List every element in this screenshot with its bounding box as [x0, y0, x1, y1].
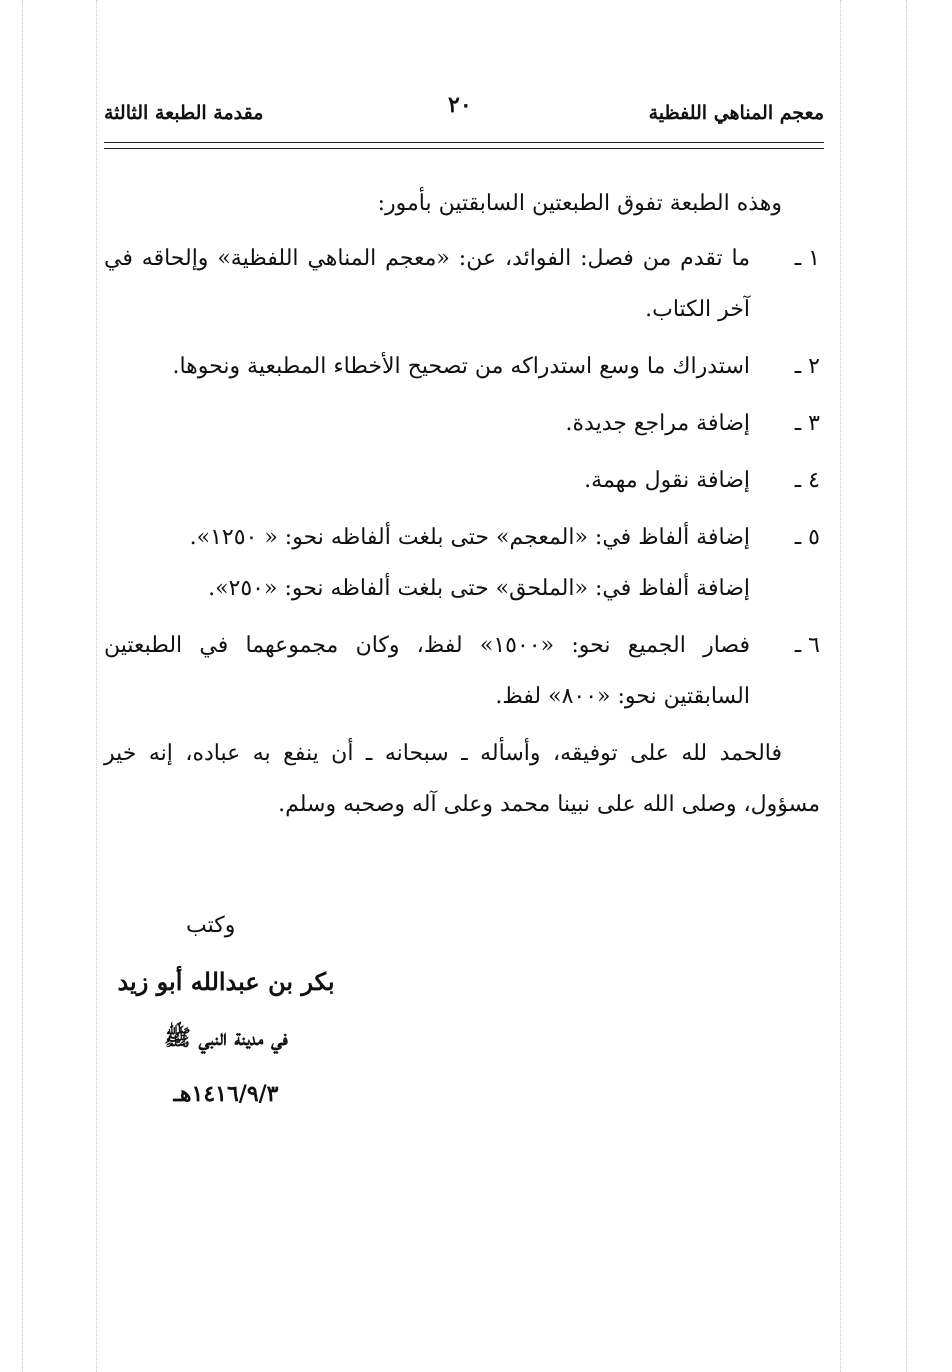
signature-place: في مدينة النبي ﷺ: [164, 1025, 288, 1051]
signature-date: ١٤١٦/٩/٣هـ: [173, 1081, 279, 1107]
book-title: معجم المناهي اللفظية: [648, 102, 824, 124]
page-number: ٢٠: [448, 92, 472, 118]
header-rule: [104, 142, 824, 143]
item-text: إضافة مراجع جديدة.: [565, 411, 750, 436]
scan-guide-line: [906, 0, 907, 1372]
item-number: ٢ ـ: [794, 354, 820, 379]
list-item: [104, 341, 820, 392]
author-name: بكر بن عبدالله أبو زيد: [117, 967, 335, 996]
closing-paragraph: فالحمد لله على توفيقه، وأسأله ـ سبحانه ـ أن ينفع به عباده، إنه خير مسؤول، وصلى الله على نبينا محمد وعلى آله وصحبه وسلم.: [104, 741, 820, 817]
signature-wrote: وكتب: [186, 913, 236, 938]
item-number: ١ ـ: [794, 246, 820, 271]
list-item: [104, 455, 820, 506]
item-text-continued: إضافة ألفاظ في: «الملحق» حتى بلغت ألفاظه نحو: «٢٥٠».: [208, 576, 750, 601]
item-text: إضافة ألفاظ في: «المعجم» حتى بلغت ألفاظه نحو: « ١٢٥٠».: [189, 525, 750, 550]
improvements-list: [104, 233, 820, 722]
running-header: [104, 92, 824, 132]
item-text: استدراك ما وسع استدراكه من تصحيح الأخطاء المطبعية ونحوها.: [172, 354, 750, 379]
list-item: [104, 398, 820, 449]
signature-block: [106, 898, 346, 1122]
header-rule: [104, 148, 824, 149]
item-text: ما تقدم من فصل: الفوائد، عن: «معجم المناهي اللفظية» وإلحاقه في آخر الكتاب.: [104, 246, 750, 322]
scan-guide-line: [22, 0, 23, 1372]
list-item: [104, 512, 820, 614]
intro-paragraph: وهذه الطبعة تفوق الطبعتين السابقتين بأمور:: [377, 191, 782, 216]
item-text: فصار الجميع نحو: «١٥٠٠» لفظ، وكان مجموعهما في الطبعتين السابقتين نحو: «٨٠٠» لفظ.: [104, 633, 751, 709]
scan-guide-line: [840, 0, 841, 1372]
list-item: [104, 233, 820, 335]
item-number: ٦ ـ: [794, 633, 820, 658]
item-number: ٤ ـ: [794, 468, 820, 493]
scan-guide-line: [96, 0, 97, 1372]
item-text: إضافة نقول مهمة.: [584, 468, 750, 493]
section-title: مقدمة الطبعة الثالثة: [104, 102, 264, 124]
item-number: ٣ ـ: [794, 411, 820, 436]
list-item: [104, 620, 820, 722]
main-text: [104, 178, 820, 830]
item-number: ٥ ـ: [794, 525, 820, 550]
